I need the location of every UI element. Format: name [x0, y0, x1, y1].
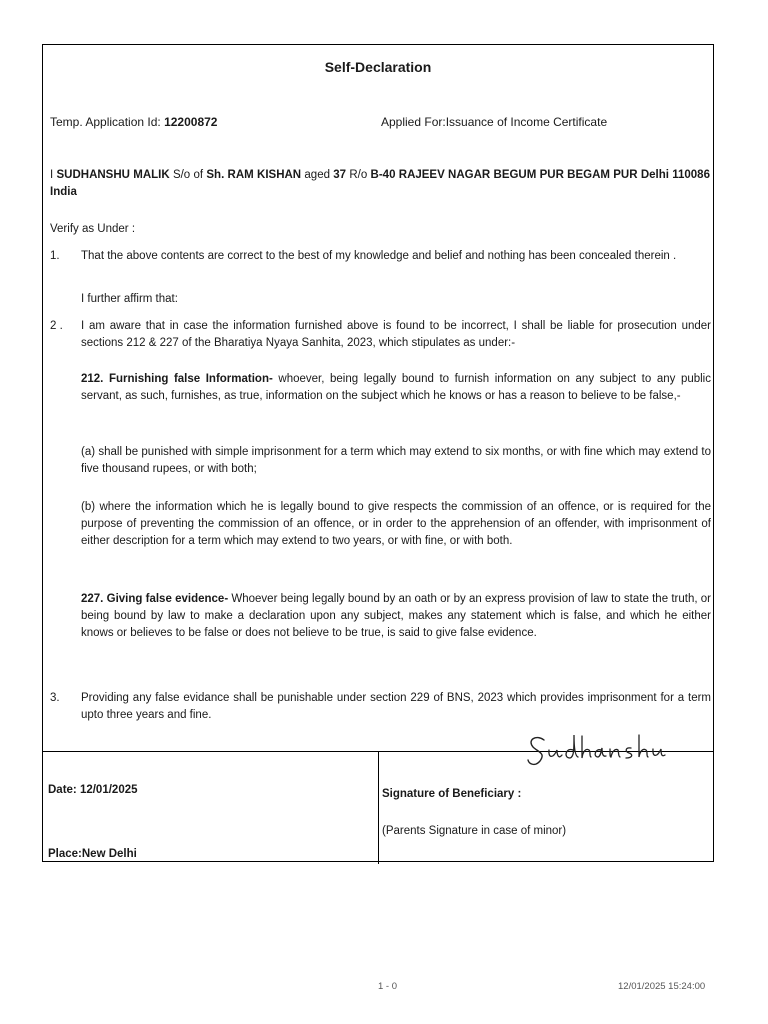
page-number: 1 - 0 — [378, 981, 398, 992]
intro-pre: I — [50, 169, 57, 181]
date-field: Date: 12/01/2025 — [48, 784, 138, 796]
applied-for-label: Applied For: — [381, 115, 446, 129]
application-id-label: Temp. Application Id: — [50, 115, 161, 129]
item-1-number: 1. — [50, 250, 60, 262]
clause-a: (a) shall be punished with simple imprisonment for a term which may extend to six months, or with fine which may extend to five thousand rupees, or with both; — [81, 446, 711, 475]
signature-table-divider — [378, 752, 379, 864]
applied-for-value: Issuance of Income Certificate — [445, 115, 608, 129]
declarant-address: B-40 RAJEEV NAGAR BEGUM PUR BEGAM PUR Delhi 110086 India — [50, 169, 710, 198]
item-1-affirm: I further affirm that: — [81, 293, 178, 305]
section-227-text: Whoever being legally bound by an oath or by an express provision of law to state the truth, or being bound by law to make a declaration upon any subject, makes any statement which is false, and which he either knows or believes to be false or does not believe to be true, is said to give false evidence. — [81, 593, 711, 639]
intro-ro: R/o — [346, 169, 371, 181]
print-timestamp: 12/01/2025 15:24:00 — [618, 981, 706, 992]
declarant-age: 37 — [333, 169, 347, 181]
item-3-text: Providing any false evidance shall be punishable under section 229 of BNS, 2023 which provides imprisonment for a term upto three years and fine. — [81, 692, 711, 721]
section-212-title: 212. Furnishing false Information- — [81, 373, 273, 385]
item-3-number: 3. — [50, 692, 60, 704]
application-id-value: 12200872 — [164, 115, 218, 129]
place-field: Place:New Delhi — [48, 848, 137, 860]
section-212-text: whoever, being legally bound to furnish information on any subject to any public servant, as such, furnishes, as true, information on the subject which he knows or has a reason to believe to be false,- — [81, 373, 711, 402]
item-2-number: 2 . — [50, 320, 63, 332]
page-title: Self-Declaration — [324, 59, 432, 75]
parents-signature-note: (Parents Signature in case of minor) — [382, 825, 567, 837]
applied-for — [381, 115, 607, 129]
section-227-title: 227. Giving false evidence- — [81, 593, 229, 605]
declarant-intro — [50, 167, 710, 201]
father-name: Sh. RAM KISHAN — [206, 169, 302, 181]
handwritten-signature — [522, 728, 672, 772]
item-2-text: I am aware that in case the information furnished above is found to be incorrect, I shall be liable for prosecution under sections 212 & 227 of the Bharatiya Nyaya Sanhita, 2023, which stipulates as under:- — [81, 320, 711, 349]
declarant-name: SUDHANSHU MALIK — [56, 169, 170, 181]
section-227 — [81, 591, 711, 642]
clause-b: (b) where the information which he is legally bound to give respects the commission of an offence, or is required for the purpose of preventing the commission of an offence, or in order to the apprehension of an offender, with imprisonment of either description for a term which may extend to two years, or with fine, or with both. — [81, 501, 711, 547]
item-1-text: That the above contents are correct to the best of my knowledge and belief and nothing has been concealed therein . — [81, 250, 677, 262]
signature-label: Signature of Beneficiary : — [382, 788, 522, 800]
verify-heading: Verify as Under : — [50, 223, 136, 235]
intro-aged: aged — [301, 169, 334, 181]
application-id — [50, 115, 217, 129]
section-212 — [81, 371, 711, 405]
intro-so: S/o of — [169, 169, 207, 181]
